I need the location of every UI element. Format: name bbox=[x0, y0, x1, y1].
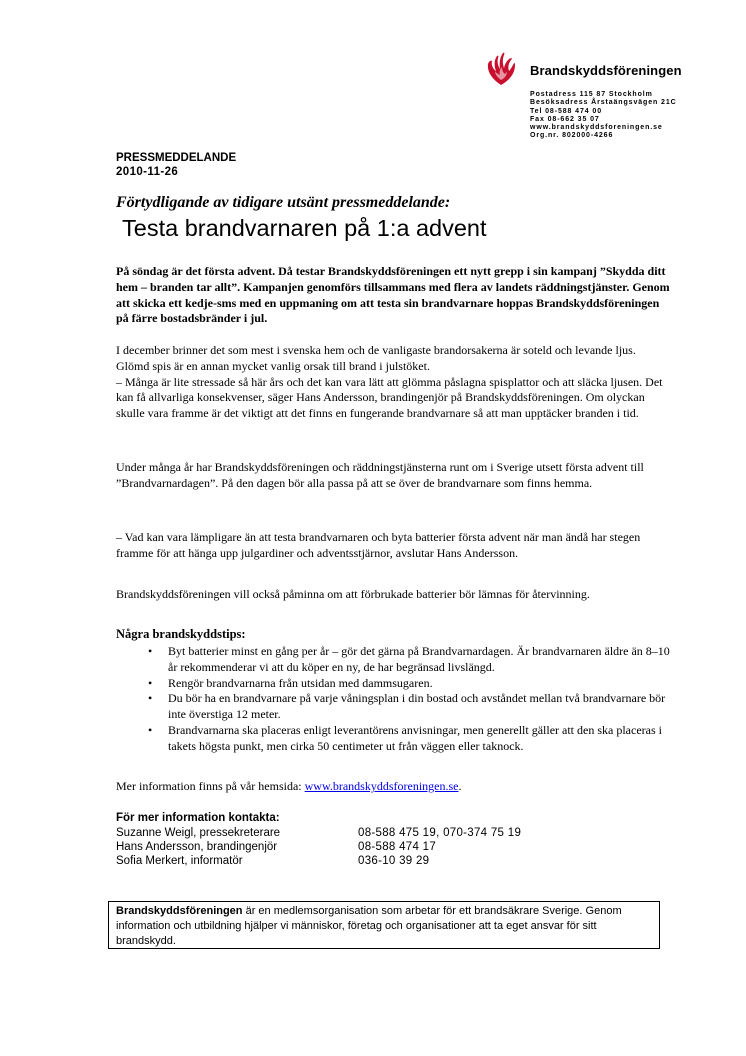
body-paragraph: – Vad kan vara lämpligare än att testa brandvarnaren och byta batterier första advent när man ändå har stegen framme för att hänga upp julgardiner och adventsstjärnor, avslutar Hans Andersson. bbox=[116, 530, 641, 560]
list-item bbox=[116, 723, 676, 755]
lead-paragraph: På söndag är det första advent. Då testar Brandskyddsföreningen ett nytt grepp i sin kampanj ”Skydda ditt hem – branden tar allt”. Kampanjen genomförs tillsammans med flera av landets räddningstjänster. Genom att skicka ett kedje-sms med en uppmaning om att testa sin brandvarnare hoppas Brandskyddsföreningen på färre bostadsbränder i jul. bbox=[116, 264, 670, 326]
body-paragraph: Brandskyddsföreningen vill också påminna om att förbrukade batterier bör lämnas för återvinning. bbox=[116, 587, 590, 601]
list-item bbox=[116, 691, 676, 723]
address-line: Postadress 115 87 Stockholm bbox=[530, 91, 653, 98]
body-paragraph bbox=[116, 343, 671, 422]
list-item bbox=[116, 676, 676, 692]
flame-heart-logo-icon bbox=[486, 52, 516, 86]
address-line: www.brandskyddsforeningen.se bbox=[530, 124, 663, 132]
more-info-text: Mer information finns på vår hemsida: bbox=[116, 779, 305, 793]
bullet-icon: • bbox=[148, 722, 153, 737]
address-line: Tel 08-588 474 00 bbox=[530, 107, 602, 115]
address-block bbox=[530, 91, 677, 141]
tips-heading: Några brandskyddstips: bbox=[116, 627, 246, 641]
list-item-text: Byt batterier minst en gång per år – gör det gärna på Brandvarnardagen. Är brandvarnaren äldre än 8–10 år rekommenderar vi att du köper en ny, de har begränsad livslängd. bbox=[168, 644, 670, 674]
press-release-date: 2010-11-26 bbox=[116, 166, 179, 178]
footer-org-name: Brandskyddsföreningen bbox=[116, 905, 243, 917]
website-link[interactable]: www.brandskyddsforeningen.se bbox=[304, 779, 459, 793]
contact-name: Suzanne Weigl, pressekreterare bbox=[116, 827, 281, 839]
list-item-text: Du bör ha en brandvarnare på varje våningsplan i din bostad och avståndet mellan två brandvarnare bör inte överstiga 12 meter. bbox=[168, 691, 666, 722]
body-paragraph-line: I december brinner det som mest i svenska hem och de vanligaste brandorsakerna är soteld och levande ljus. Glömd spis är en annan mycket vanlig orsak till brand i julstöket. bbox=[116, 343, 636, 373]
address-line: Fax 08-662 35 07 bbox=[530, 115, 600, 123]
more-info-end: . bbox=[458, 779, 462, 793]
bullet-icon: • bbox=[148, 644, 153, 658]
footer-info-box bbox=[108, 901, 660, 949]
brand-name: Brandskyddsföreningen bbox=[530, 63, 682, 78]
contact-heading: För mer information kontakta: bbox=[116, 812, 280, 824]
more-info-line bbox=[116, 779, 461, 794]
address-line: Org.nr. 802000-4266 bbox=[530, 132, 614, 140]
contact-list bbox=[116, 826, 616, 868]
bullet-icon: • bbox=[148, 691, 153, 706]
press-release-label: PRESSMEDDELANDE bbox=[116, 152, 237, 164]
contact-name: Hans Andersson, brandingenjör bbox=[116, 841, 278, 853]
body-paragraph: Under många år har Brandskyddsföreningen och räddningstjänsterna runt om i Sverige utsett första advent till ”Brandvarnardagen”. På den dagen bör alla passa på att se över de brandvarnare som finns hemma. bbox=[116, 460, 644, 490]
contact-row bbox=[116, 826, 616, 840]
contact-phone: 036-10 39 29 bbox=[358, 855, 430, 867]
list-item-text: Brandvarnarna ska placeras enligt leverantörens anvisningar, men generellt gäller att den ska placeras i takets högsta punkt, men cirka 50 centimeter ut från väggen eller taknock. bbox=[168, 722, 662, 753]
footer-text: är en medlemsorganisation som arbetar för ett brandsäkrare Sverige. Genom information och utbildning hjälper vi människor, företag och organisationer att ta eget ansvar för sitt brandskydd. bbox=[116, 905, 622, 947]
contact-phone: 08-588 474 17 bbox=[358, 841, 437, 853]
list-item-text: Rengör brandvarnarna från utsidan med dammsugaren. bbox=[168, 675, 433, 690]
tips-list bbox=[116, 644, 676, 755]
body-paragraph-quote: – Många är lite stressade så här års och det kan vara lätt att glömma påslagna spisplattor och att släcka ljusen. Det kan få allvarliga konsekvenser, säger Hans Andersson, brandingenjör på Brandskyddsföreningen. Om olyckan skulle vara framme är det viktigt att det finns en fungerande brandvarnare så att man upptäcker branden i tid. bbox=[116, 374, 663, 421]
subtitle: Förtydligande av tidigare utsänt pressmeddelande: bbox=[116, 194, 451, 211]
bullet-icon: • bbox=[148, 675, 153, 690]
page-title: Testa brandvarnaren på 1:a advent bbox=[122, 215, 487, 241]
list-item bbox=[116, 644, 676, 676]
contact-row bbox=[116, 840, 616, 854]
contact-phone: 08-588 475 19, 070-374 75 19 bbox=[358, 827, 522, 839]
contact-row bbox=[116, 854, 616, 868]
address-line: Besöksadress Årstaängsvägen 21C bbox=[530, 99, 677, 107]
contact-name: Sofia Merkert, informatör bbox=[116, 855, 243, 867]
